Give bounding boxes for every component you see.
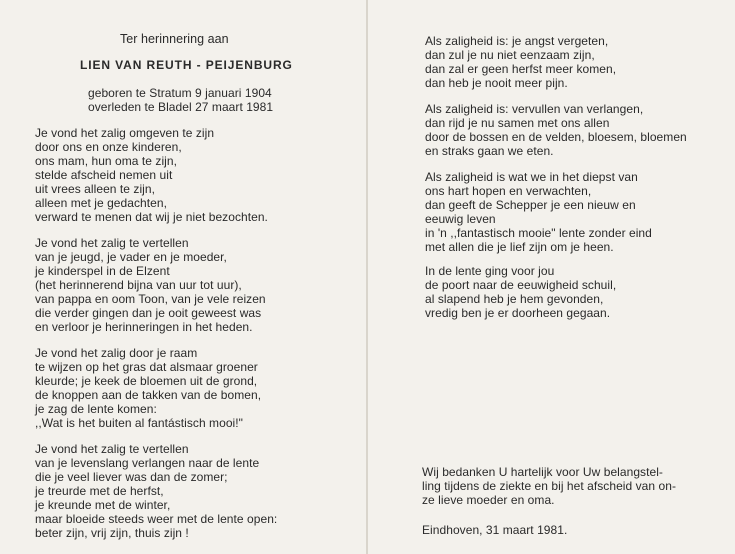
left-page [0,0,366,554]
poem-line: al slapend heb je hem gevonden, [425,292,604,306]
deceased-name: LIEN VAN REUTH - PEIJENBURG [80,58,293,72]
poem-line: te wijzen op het gras dat alsmaar groener [35,360,258,374]
poem-line: In de lente ging voor jou [425,264,555,278]
poem-line: eeuwig leven [425,212,496,226]
poem-line: alleen met je gedachten, [35,196,167,210]
poem-line: ons hart hopen en verwachten, [425,184,592,198]
poem-line: dan zal er geen herfst meer komen, [425,62,617,76]
thanks-line: Wij bedanken U hartelijk voor Uw belangstel- [422,465,663,479]
poem-line: Je vond het zalig te vertellen [35,442,189,456]
place-date: Eindhoven, 31 maart 1981. [422,523,568,537]
poem-line: dan zul je nu niet eenzaam zijn, [425,48,595,62]
poem-line: Je vond het zalig omgeven te zijn [35,126,215,140]
poem-line: van je jeugd, je vader en je moeder, [35,250,227,264]
poem-line: van pappa en oom Toon, van je vele reizen [35,292,266,306]
poem-line: de poort naar de eeuwigheid schuil, [425,278,617,292]
poem-line: met allen die je lief zijn om je heen. [425,240,614,254]
memorial-heading: Ter herinnering aan [120,32,229,46]
poem-line: Als zaligheid is: je angst vergeten, [425,34,609,48]
poem-line: je kinderspel in de Elzent [35,264,170,278]
poem-line: ons mam, hun oma te zijn, [35,154,177,168]
poem-line: je zag de lente komen: [35,402,157,416]
poem-line: dan heb je nooit meer pijn. [425,76,568,90]
poem-line: die je veel liever was dan de zomer; [35,470,228,484]
poem-line: en straks gaan we eten. [425,144,554,158]
poem-line: Als zaligheid is wat we in het diepst van [425,170,638,184]
poem-line: van je levenslang verlangen naar de lente [35,456,260,470]
poem-line: dan geeft de Schepper je een nieuw en [425,198,636,212]
poem-line: door ons en onze kinderen, [35,140,182,154]
poem-line: ,,Wat is het buiten al fantástisch mooi!" [35,416,243,430]
birth-line: geboren te Stratum 9 januari 1904 [88,86,272,100]
poem-line: in 'n ,,fantastisch mooie" lente zonder eind [425,226,652,240]
poem-line: kleurde; je keek de bloemen uit de grond, [35,374,258,388]
poem-line: Als zaligheid is: vervullen van verlangen, [425,102,644,116]
poem-line: je kreunde met de winter, [35,498,171,512]
poem-line: maar bloeide steeds weer met de lente open: [35,512,278,526]
poem-line: door de bossen en de velden, bloesem, bloemen [425,130,687,144]
poem-line: uit vrees alleen te zijn, [35,182,155,196]
poem-line: die verder gingen dan je ooit geweest was [35,306,262,320]
thanks-line: ling tijdens de ziekte en bij het afscheid van on- [422,479,676,493]
poem-line: (het herinnerend bijna van uur tot uur), [35,278,242,292]
poem-line: verward te menen dat wij je niet bezochten. [35,210,268,224]
poem-line: de knoppen aan de takken van de bomen, [35,388,262,402]
poem-line: stelde afscheid nemen uit [35,168,173,182]
poem-line: Je vond het zalig te vertellen [35,236,189,250]
thanks-line: ze lieve moeder en oma. [422,493,555,507]
poem-line: Je vond het zalig door je raam [35,346,198,360]
poem-line: en verloor je herinneringen in het heden. [35,320,253,334]
poem-line: vredig ben je er doorheen gegaan. [425,306,611,320]
poem-line: beter zijn, vrij zijn, thuis zijn ! [35,526,189,540]
poem-line: je treurde met de herfst, [35,484,164,498]
poem-line: dan rijd je nu samen met ons allen [425,116,610,130]
right-page [368,0,735,554]
death-line: overleden te Bladel 27 maart 1981 [88,100,274,114]
